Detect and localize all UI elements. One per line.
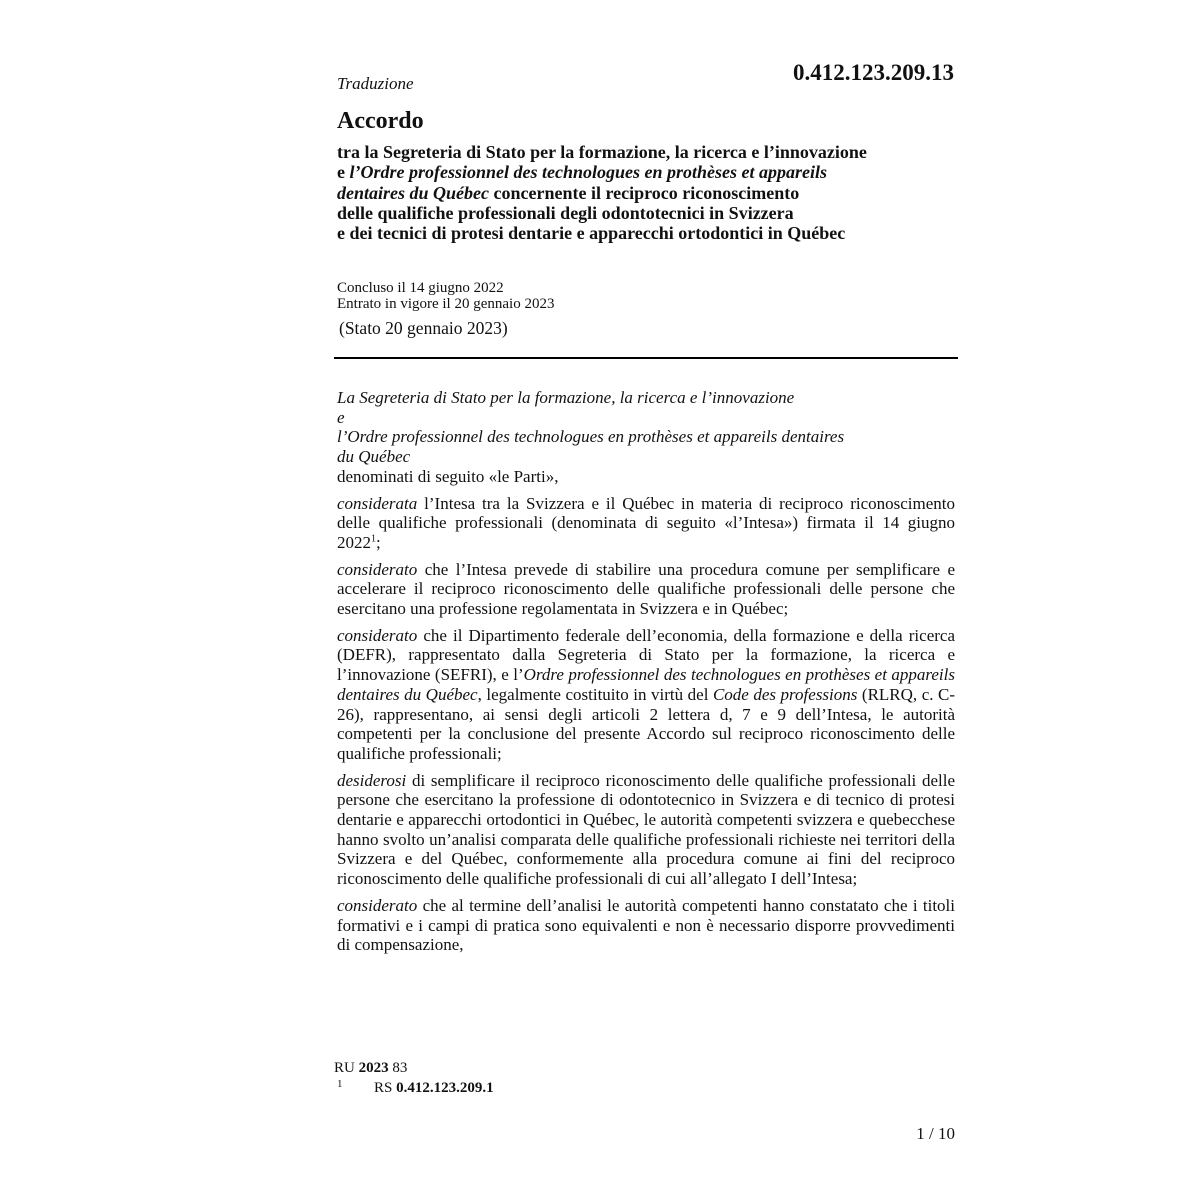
paragraph-end: ;	[376, 532, 381, 552]
party-conjunction: e	[337, 407, 345, 427]
paragraph-lead: considerato	[337, 559, 418, 579]
paragraph-considerato-procedura	[337, 560, 955, 619]
ru-year: 2023	[358, 1060, 389, 1076]
paragraph-considerato-autorita	[337, 626, 955, 764]
status-date: (Stato 20 gennaio 2023)	[339, 318, 508, 338]
paragraph-text-a: che il Dipartimento federale dell’economia, della formazione e della ricerca (DEFR), rappresentato dalla Segreteria di Stato per la formazione, la ricerca e l’innovazione (SEFRI), e l’	[337, 625, 955, 685]
footnotes	[334, 1058, 494, 1098]
ru-reference	[334, 1058, 494, 1078]
preamble-parties	[337, 388, 955, 487]
paragraph-considerata-intesa	[337, 494, 955, 553]
paragraph-lead: desiderosi	[337, 770, 407, 790]
paragraph-italic-ordre: Ordre professionnel des technologues en prothèses et appareils dentaires du Québec	[337, 665, 955, 704]
in-force-date: Entrato in vigore il 20 gennaio 2023	[337, 296, 555, 312]
subtitle-line-2	[337, 162, 957, 182]
paragraph-considerato-analisi	[337, 896, 955, 955]
page-number: 1 / 10	[916, 1124, 955, 1143]
paragraph-desiderosi	[337, 771, 955, 889]
header-divider	[334, 357, 958, 359]
subtitle-line-5: e dei tecnici di protesi dentarie e apparecchi ortodontici in Québec	[337, 223, 846, 244]
concluded-date: Concluso il 14 giugno 2022	[337, 280, 504, 296]
subtitle-line-4: delle qualifiche professionali degli odontotecnici in Svizzera	[337, 202, 794, 223]
footnote-rs-number: 0.412.123.209.1	[396, 1080, 494, 1096]
document-subtitle	[337, 142, 957, 243]
subtitle-line-3-rest: concernente il reciproco riconoscimento	[489, 182, 800, 203]
document-title: Accordo	[337, 108, 424, 134]
subtitle-line-3	[337, 183, 957, 203]
footnote-prefix: RS	[374, 1080, 397, 1096]
paragraph-text: di semplificare il reciproco riconoscimento delle qualifiche professionali delle persone che esercitano la professione di odontotecnico in Svizzera e di tecnico di protesi dentarie e apparecchi ortodontici in Québec, le autorità competenti svizzera e quebecchese hanno svolto un’analisi comparata delle qualifiche professionali richieste nei territori della Svizzera e del Québec, conformemente alla procedura comune ai fini del reciproco riconoscimento delle qualifiche professionali di cui all’allegato I dell’Intesa;	[337, 770, 955, 889]
paragraph-text-e: (RLRQ, c. C-26), rappresentano, ai sensi degli articoli 2 lettera d, 7 e 9 dell’Intesa, le autorità competenti per la conclusione del presente Accordo sul reciproco riconoscimento delle qualifiche professionali;	[337, 684, 956, 763]
party-2-line-1: l’Ordre professionnel des technologues en prothèses et appareils dentaires	[337, 427, 845, 447]
translation-label: Traduzione	[337, 74, 414, 93]
paragraph-lead: considerato	[337, 895, 418, 915]
footnote-ref[interactable]: 1	[371, 533, 376, 545]
document-number: 0.412.123.209.13	[793, 60, 954, 85]
subtitle-line-2-prefix: e	[337, 162, 350, 183]
party-2-line-2: du Québec	[337, 447, 411, 467]
footnote-1	[334, 1078, 494, 1098]
subtitle-line-1: tra la Segreteria di Stato per la formazione, la ricerca e l’innovazione	[337, 142, 867, 162]
document-dates	[337, 280, 554, 312]
paragraph-italic-code: Code des professions	[712, 684, 858, 704]
document-body	[337, 388, 955, 955]
ru-number: 83	[388, 1060, 408, 1076]
footnote-mark: 1	[337, 1078, 343, 1090]
paragraph-text: che al termine dell’analisi le autorità competenti hanno constatato che i titoli formativi e i campi di pratica sono equivalenti e non è necessario disporre provvedimenti di compensazione,	[337, 895, 955, 955]
paragraph-lead: considerata	[337, 493, 418, 513]
ru-prefix: RU	[334, 1060, 359, 1076]
paragraph-lead: considerato	[337, 625, 418, 645]
parties-defined: denominati di seguito «le Parti»,	[337, 466, 559, 486]
paragraph-text: che l’Intesa prevede di stabilire una procedura comune per semplificare e accelerare il reciproco riconoscimento delle qualifiche professionali delle persone che esercitano una professione regolamentata in Svizzera e in Québec;	[337, 559, 955, 619]
party-1: La Segreteria di Stato per la formazione, la ricerca e l’innovazione	[337, 388, 795, 407]
subtitle-line-2-italic: l’Ordre professionnel des technologues en prothèses et appareils	[349, 162, 828, 183]
subtitle-line-3-italic: dentaires du Québec	[337, 182, 489, 203]
paragraph-text-c: , legalmente costituito in virtù del	[477, 684, 713, 704]
paragraph-text: l’Intesa tra la Svizzera e il Québec in materia di reciproco riconoscimento delle qualifiche professionali (denominata di seguito «l’Intesa») firmata il 14 giugno 2022	[337, 493, 955, 552]
